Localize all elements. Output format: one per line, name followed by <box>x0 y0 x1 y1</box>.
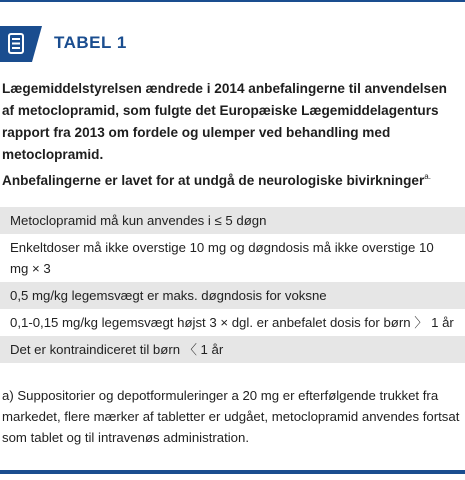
table-title: TABEL 1 <box>54 33 127 52</box>
intro-sentence: Anbefalingerne er lavet for at undgå de neurologiske bivirkninger <box>2 173 425 188</box>
table-row: 0,5 mg/kg legemsvægt er maks. døgndosis for voksne <box>0 282 465 309</box>
intro-paragraph-2 <box>2 166 462 192</box>
table-row: Metoclopramid må kun anvendes i ≤ 5 døgn <box>0 207 465 234</box>
bottom-rule <box>0 470 465 474</box>
document-list-icon <box>0 26 42 62</box>
intro-text <box>2 78 462 192</box>
recommendation-list <box>0 207 465 363</box>
table-row: Enkeltdoser må ikke overstige 10 mg og døgndosis må ikke overstige 10 mg × 3 <box>0 234 465 282</box>
table-row: 0,1-0,15 mg/kg legemsvægt højst 3 × dgl. er anbefalet dosis for børn 〉 1 år <box>0 309 465 336</box>
footnote: a) Suppositorier og depotformuleringer a 20 mg er efterfølgende trukket fra markedet, flere mærker af tabletter er udgået, metoclopramid anvendes fortsat som tablet og til intravenøs administration. <box>2 388 460 445</box>
top-rule <box>0 0 465 2</box>
footnote-marker: a. <box>424 172 431 181</box>
table-header <box>0 26 465 62</box>
table-row: Det er kontraindiceret til børn 〈 1 år <box>0 336 465 363</box>
intro-paragraph: Lægemiddelstyrelsen ændrede i 2014 anbefalingerne til anvendelsen af metoclopramid, som fulgte det Europæiske Lægemiddelagenturs rapport fra 2013 om fordele og ulemper ved behandling med metoclopramid. <box>2 81 447 162</box>
